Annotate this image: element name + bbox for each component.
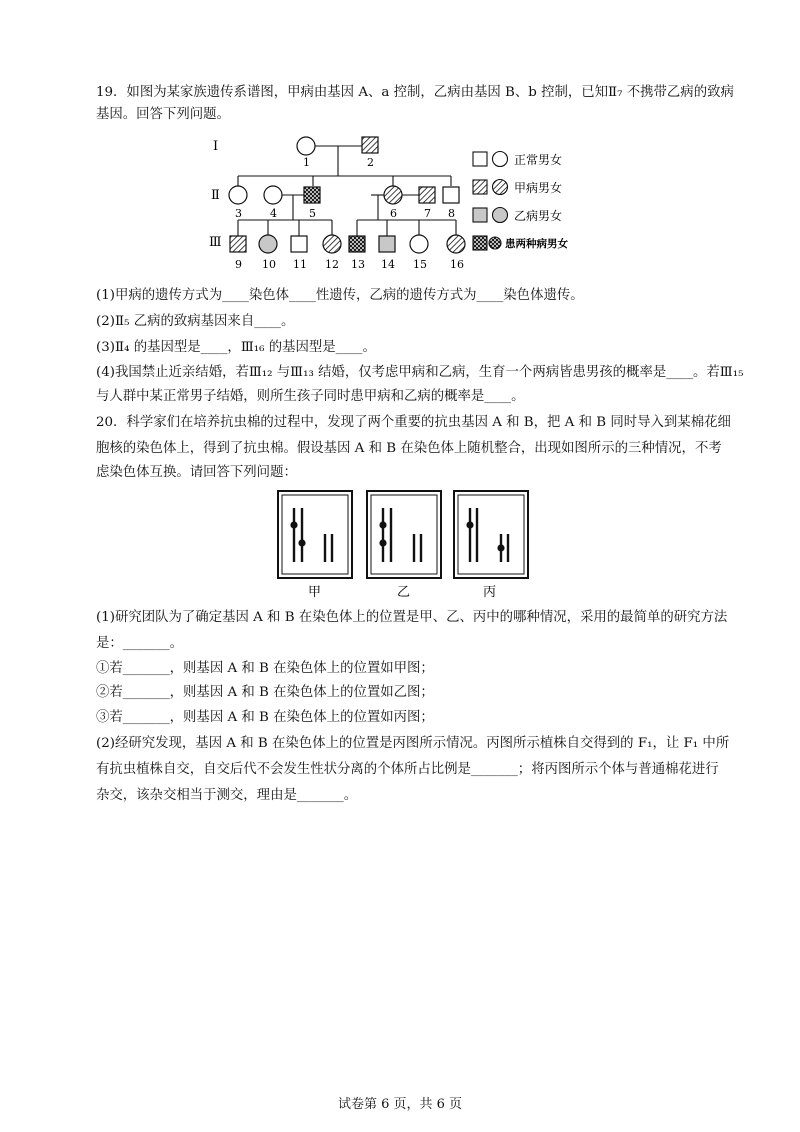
q19-intro-line1: 19．如图为某家族遗传系谱图，甲病由基因 A、a 控制，乙病由基因 B、b 控制，已知Ⅱ₇ 不携带乙病的致病 bbox=[96, 85, 734, 100]
q20-sub1-line2: 是：_______。 bbox=[96, 636, 184, 651]
individual-II3-normal-female bbox=[229, 186, 247, 204]
individual-III9-disease-a-male bbox=[230, 236, 246, 252]
individual-II7-disease-a-male bbox=[419, 187, 435, 203]
ind-number: 2 bbox=[367, 156, 374, 169]
individual-I1-normal-female bbox=[297, 137, 315, 155]
q20-intro-line2: 胞核的染色体上，得到了抗虫棉。假设基因 A 和 B 在染色体上随机整合，出现如图所示的三种情况，不考 bbox=[96, 441, 722, 456]
ind-number: 5 bbox=[309, 207, 316, 220]
q20-intro-line1: 20．科学家们在培养抗虫棉的过程中，发现了两个重要的抗虫基因 A 和 B，把 A 和 B 同时导入到某棉花细 bbox=[96, 415, 731, 430]
q20-sub1-line1: (1)研究团队为了确定基因 A 和 B 在染色体上的位置是甲、乙、丙中的哪种情况，采用的最简单的研究方法 bbox=[96, 610, 728, 625]
ind-number: 4 bbox=[270, 207, 277, 220]
ind-number: 12 bbox=[325, 258, 339, 271]
ind-number: 8 bbox=[448, 207, 455, 220]
q19-sub2: (2)Ⅱ₅ 乙病的致病基因来自____。 bbox=[96, 314, 295, 329]
gene-dot bbox=[298, 539, 305, 546]
figure-label-jia: 甲 bbox=[308, 585, 322, 600]
ind-number: 10 bbox=[262, 258, 276, 271]
q20-sub2-line2: 有抗虫植株自交，自交后代不会发生性状分离的个体所占比例是_______；将丙图所示个体与普通棉花进行 bbox=[96, 762, 719, 777]
ind-number: 13 bbox=[351, 258, 365, 271]
ind-number: 15 bbox=[413, 258, 427, 271]
gene-dot bbox=[466, 521, 473, 528]
figure-label-bing: 丙 bbox=[483, 585, 497, 600]
ind-number: 16 bbox=[450, 258, 464, 271]
ind-number: 6 bbox=[390, 207, 397, 220]
gene-dot bbox=[379, 521, 386, 528]
q19-sub1: (1)甲病的遗传方式为____染色体____性遗传，乙病的遗传方式为____染色体遗传。 bbox=[96, 288, 584, 303]
gen-label-I: Ⅰ bbox=[213, 139, 219, 154]
ind-number: 11 bbox=[293, 258, 307, 271]
individual-III12-disease-a-female bbox=[323, 235, 341, 253]
q19-sub4-line1: (4)我国禁止近亲结婚，若Ⅲ₁₂ 与Ⅲ₁₃ 结婚，仅考虑甲病和乙病，生育一个两病皆患男孩的概率是____。若Ⅲ₁₅ bbox=[96, 365, 744, 380]
legend-disease-a: 甲病男女 bbox=[514, 181, 563, 195]
q20-option-1: ①若_______，则基因 A 和 B 在染色体上的位置如甲图； bbox=[96, 661, 434, 676]
page-footer: 试卷第 6 页，共 6 页 bbox=[337, 1097, 463, 1112]
individual-II6-disease-a-female bbox=[384, 186, 402, 204]
ind-number: 9 bbox=[235, 258, 242, 271]
gene-dot bbox=[379, 539, 386, 546]
gene-dot bbox=[290, 521, 297, 528]
pedigree-chart bbox=[205, 132, 635, 272]
ind-number: 3 bbox=[235, 207, 242, 220]
figure-label-yi: 乙 bbox=[397, 585, 411, 600]
individual-III14-disease-b-male bbox=[379, 236, 395, 252]
individual-I2-disease-a-male bbox=[362, 137, 378, 153]
gen-label-II: Ⅱ bbox=[211, 188, 220, 203]
q20-intro-line3: 虑染色体互换。请回答下列问题： bbox=[96, 465, 297, 480]
q20-sub2-line1: (2)经研究发现，基因 A 和 B 在染色体上的位置是丙图所示情况。丙图所示植株自交得到的 F₁，让 F₁ 中所 bbox=[96, 736, 730, 751]
individual-III16-disease-a-female bbox=[447, 235, 465, 253]
gen-label-III: Ⅲ bbox=[209, 235, 222, 250]
q19-sub3: (3)Ⅱ₄ 的基因型是____，Ⅲ₁₆ 的基因型是____。 bbox=[96, 340, 376, 355]
q20-sub2-line3: 杂交，该杂交相当于测交，理由是_______。 bbox=[96, 788, 358, 803]
q20-option-3: ③若_______，则基因 A 和 B 在染色体上的位置如丙图； bbox=[96, 710, 434, 725]
ind-number: 7 bbox=[424, 207, 431, 220]
individual-III11-normal-male bbox=[291, 236, 307, 252]
legend-disease-b: 乙病男女 bbox=[514, 209, 563, 223]
q20-option-2: ②若_______，则基因 A 和 B 在染色体上的位置如乙图； bbox=[96, 685, 434, 700]
individual-II8-normal-male bbox=[443, 187, 459, 203]
legend-both: 患两种病男女 bbox=[505, 238, 568, 250]
individual-III15-normal-female bbox=[410, 235, 428, 253]
legend-normal: 正常男女 bbox=[514, 153, 563, 167]
pedigree-legend bbox=[473, 152, 568, 251]
individual-III10-disease-b-female bbox=[259, 235, 277, 253]
individual-II5-both-diseases-male bbox=[304, 187, 320, 203]
chromosome-figure bbox=[277, 490, 537, 600]
ind-number: 1 bbox=[303, 156, 310, 169]
q19-sub4-line2: 与人群中某正常男子结婚，则所生孩子同时患甲病和乙病的概率是____。 bbox=[96, 389, 525, 404]
gene-dot bbox=[497, 544, 504, 551]
ind-number: 14 bbox=[381, 258, 395, 271]
individual-II4-normal-female bbox=[264, 186, 282, 204]
individual-III13-both-diseases-male bbox=[349, 236, 365, 252]
q19-intro-line2: 基因。回答下列问题。 bbox=[96, 107, 230, 122]
